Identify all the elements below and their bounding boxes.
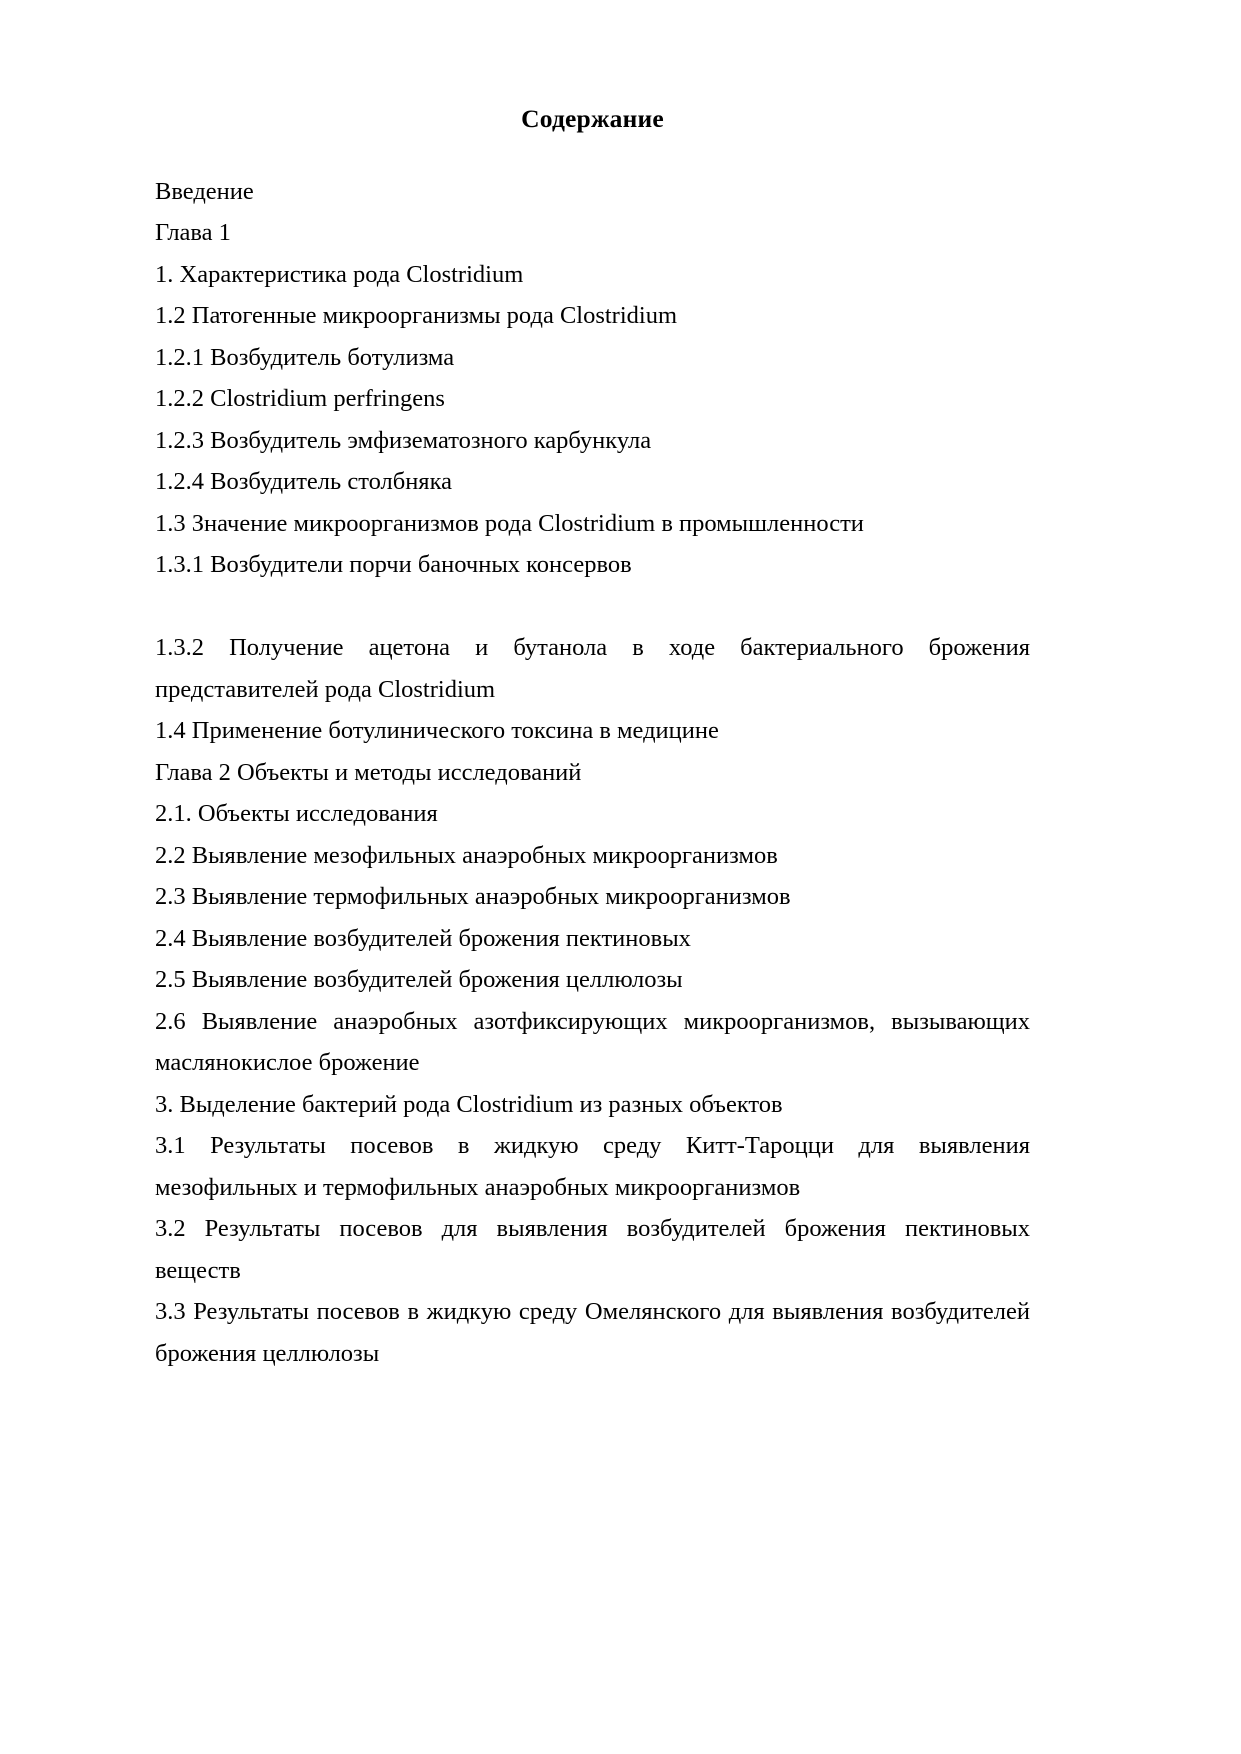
toc-entry: 2.5 Выявление возбудителей брожения целлюлозы <box>155 966 683 994</box>
toc-entry: 2.1. Объекты исследования <box>155 800 438 828</box>
toc-entry: 1.3 Значение микроорганизмов рода Clostridium в промышленности <box>155 509 864 537</box>
toc-entry: 1.3.1 Возбудители порчи баночных консервов <box>155 551 632 579</box>
toc-entry: 2.4 Выявление возбудителей брожения пектиновых <box>155 924 691 952</box>
toc-entry: 3.1 Результаты посевов в жидкую среду Китт-Тароцци для выявления мезофильных и термофильных анаэробных микроорганизмов <box>155 1132 1030 1201</box>
toc-entry: 1.2.2 Clostridium perfringens <box>155 385 445 413</box>
toc-entry: 1. Характеристика рода Clostridium <box>155 260 524 288</box>
toc-entry: 3.2 Результаты посевов для выявления возбудителей брожения пектиновых веществ <box>155 1215 1030 1284</box>
toc-entry: 1.2.3 Возбудитель эмфизематозного карбункула <box>155 426 652 454</box>
toc-entry: 1.4 Применение ботулинического токсина в медицине <box>155 717 719 745</box>
toc-entry: 3.3 Результаты посевов в жидкую среду Омелянского для выявления возбудителей брожения целлюлозы <box>155 1298 1030 1367</box>
toc-entry: 2.3 Выявление термофильных анаэробных микроорганизмов <box>155 883 791 911</box>
page-title: Содержание <box>521 104 664 133</box>
toc-entry: 1.2 Патогенные микроорганизмы рода Clostridium <box>155 302 678 330</box>
toc-entry: 1.3.2 Получение ацетона и бутанола в ходе бактериального брожения представителей рода Clostridium <box>155 634 1030 703</box>
toc-entry: Глава 2 Объекты и методы исследований <box>155 758 582 786</box>
toc-entry: 1.2.4 Возбудитель столбняка <box>155 468 452 496</box>
table-of-contents <box>155 135 1030 1375</box>
toc-entry: 2.2 Выявление мезофильных анаэробных микроорганизмов <box>155 841 778 869</box>
document-content <box>155 0 1030 1374</box>
toc-entry: 3. Выделение бактерий рода Clostridium из разных объектов <box>155 1090 783 1118</box>
toc-entry: Глава 1 <box>155 219 231 247</box>
toc-entry: Введение <box>155 177 254 205</box>
toc-entry: 1.2.1 Возбудитель ботулизма <box>155 343 455 371</box>
toc-entry: 2.6 Выявление анаэробных азотфиксирующих микроорганизмов, вызывающих маслянокислое брожение <box>155 1007 1030 1077</box>
